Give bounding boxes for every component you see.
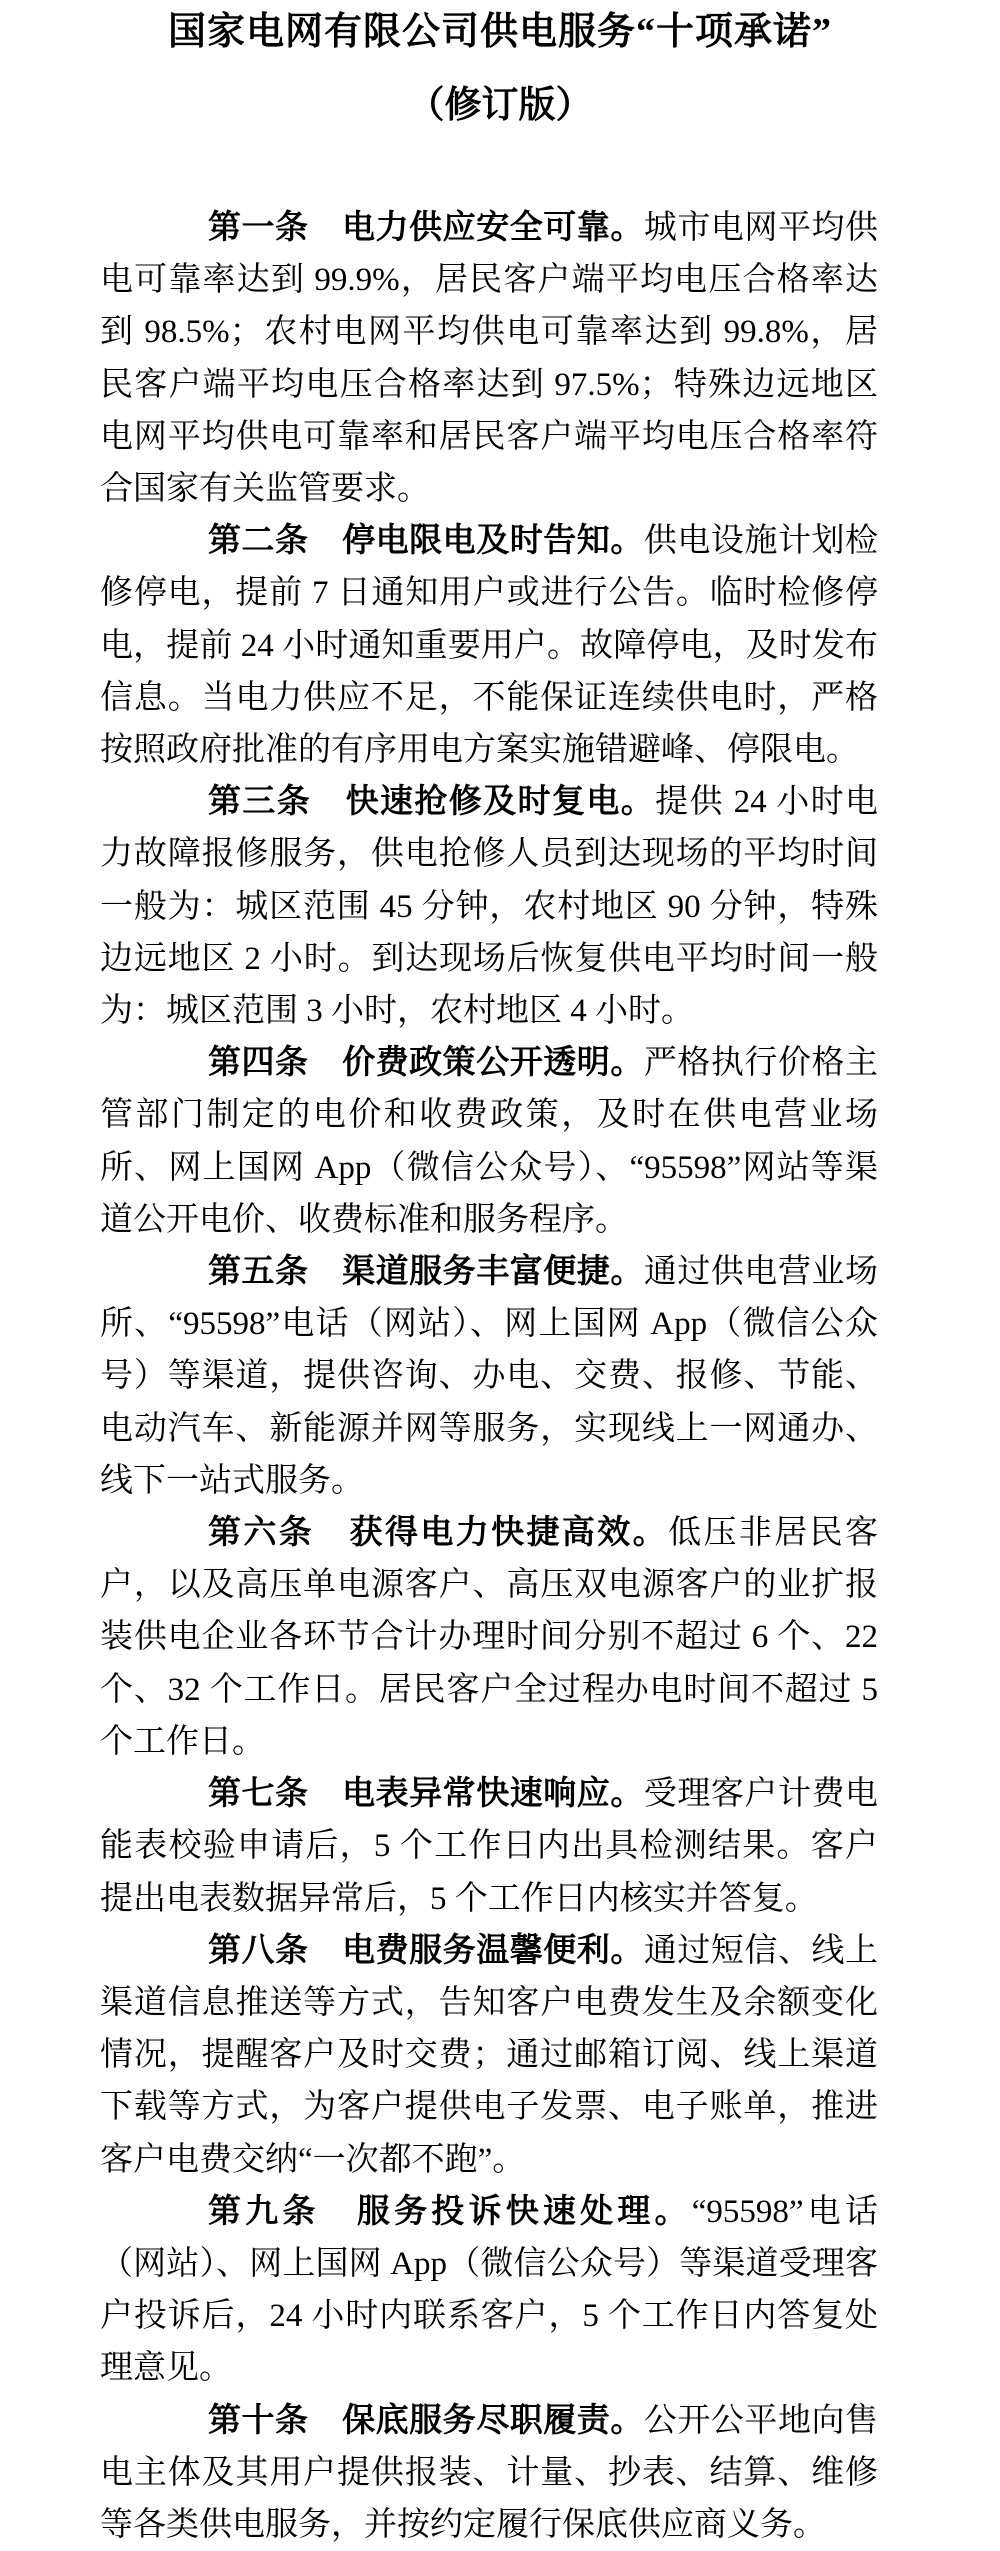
article-9-heading: 第九条 服务投诉快速处理。 [208,2193,692,2230]
article-7-body: 受理客户计费电能表校验申请后，5 个工作日内出具检测结果。客户提出电表数据异常后，5 个工作日内核实并答复。 [100,1776,879,1917]
article-4-body: 严格执行价格主管部门制定的电价和收费政策，及时在供电营业场所、网上国网 App（微信公众号）、“95598”网站等渠道公开电价、收费标准和服务程序。 [100,1045,879,1238]
article-8 [100,1925,878,2186]
article-2 [100,515,878,776]
article-9 [100,2186,878,2395]
article-6-body: 低压非居民客户，以及高压单电源客户、高压双电源客户的业扩报装供电企业各环节合计办理时间分别不超过 6 个、22 个、32 个工作日。居民客户全过程办电时间不超过 5 个工作日。 [100,1515,879,1760]
article-2-body: 供电设施计划检修停电，提前 7 日通知用户或进行公告。临时检修停电，提前 24 小时通知重要用户。故障停电，及时发布信息。当电力供应不足，不能保证连续供电时，严格按照政府批准的有序用电方案实施错避峰、停限电。 [100,523,879,769]
article-3-body: 提供 24 小时电力故障报修服务，供电抢修人员到达现场的平均时间一般为：城区范围 45 分钟，农村地区 90 分钟，特殊边远地区 2 小时。到达现场后恢复供电平均时间一般为：城区范围 3 小时，农村地区 4 小时。 [100,784,879,1030]
article-4 [100,1037,878,1246]
article-4-heading: 第四条 价费政策公开透明。 [208,1045,644,1082]
article-5 [100,1246,878,1507]
article-3 [100,776,878,1037]
article-1-heading: 第一条 电力供应安全可靠。 [208,210,644,246]
article-5-body: 通过供电营业场所、“95598”电话（网站）、网上国网 App（微信公众号）等渠道，提供咨询、办电、交费、报修、节能、电动汽车、新能源并网等服务，实现线上一网通办、线下一站式服务。 [100,1254,879,1499]
article-7-heading: 第七条 电表异常快速响应。 [208,1776,644,1813]
document-title: 国家电网有限公司供电服务“十项承诺” [167,11,832,53]
article-1-body: 城市电网平均供电可靠率达到 99.9%，居民客户端平均电压合格率达到 98.5%；农村电网平均供电可靠率达到 99.8%，居民客户端平均电压合格率达到 97.5%；特殊边远地区电网平均供电可靠率和居民客户端平均电压合格率符合国家有关监管要求。 [100,210,879,508]
article-6 [100,1507,878,1768]
article-8-heading: 第八条 电费服务温馨便利。 [208,1932,644,1969]
article-5-heading: 第五条 渠道服务丰富便捷。 [208,1254,644,1291]
document-subtitle: （修订版） [407,85,593,126]
article-8-body: 通过短信、线上渠道信息推送等方式，告知客户电费发生及余额变化情况，提醒客户及时交费；通过邮箱订阅、线上渠道下载等方式，为客户提供电子发票、电子账单，推进客户电费交纳“一次都不跑”。 [100,1932,879,2178]
article-3-heading: 第三条 快速抢修及时复电。 [208,784,656,821]
article-9-body: “95598”电话（网站）、网上国网 App（微信公众号）等渠道受理客户投诉后，24 小时内联系客户，5 个工作日内答复处理意见。 [100,2193,879,2387]
articles-container [0,202,1000,2551]
article-10-heading: 第十条 保底服务尽职履责。 [208,2402,644,2439]
article-2-heading: 第二条 停电限电及时告知。 [208,523,644,560]
article-6-heading: 第六条 获得电力快捷高效。 [208,1515,669,1552]
article-10 [100,2395,878,2551]
article-7 [100,1768,878,1925]
article-1 [100,202,878,515]
article-10-body: 公开公平地向售电主体及其用户提供报装、计量、抄表、结算、维修等各类供电服务，并按约定履行保底供应商义务。 [100,2402,879,2543]
